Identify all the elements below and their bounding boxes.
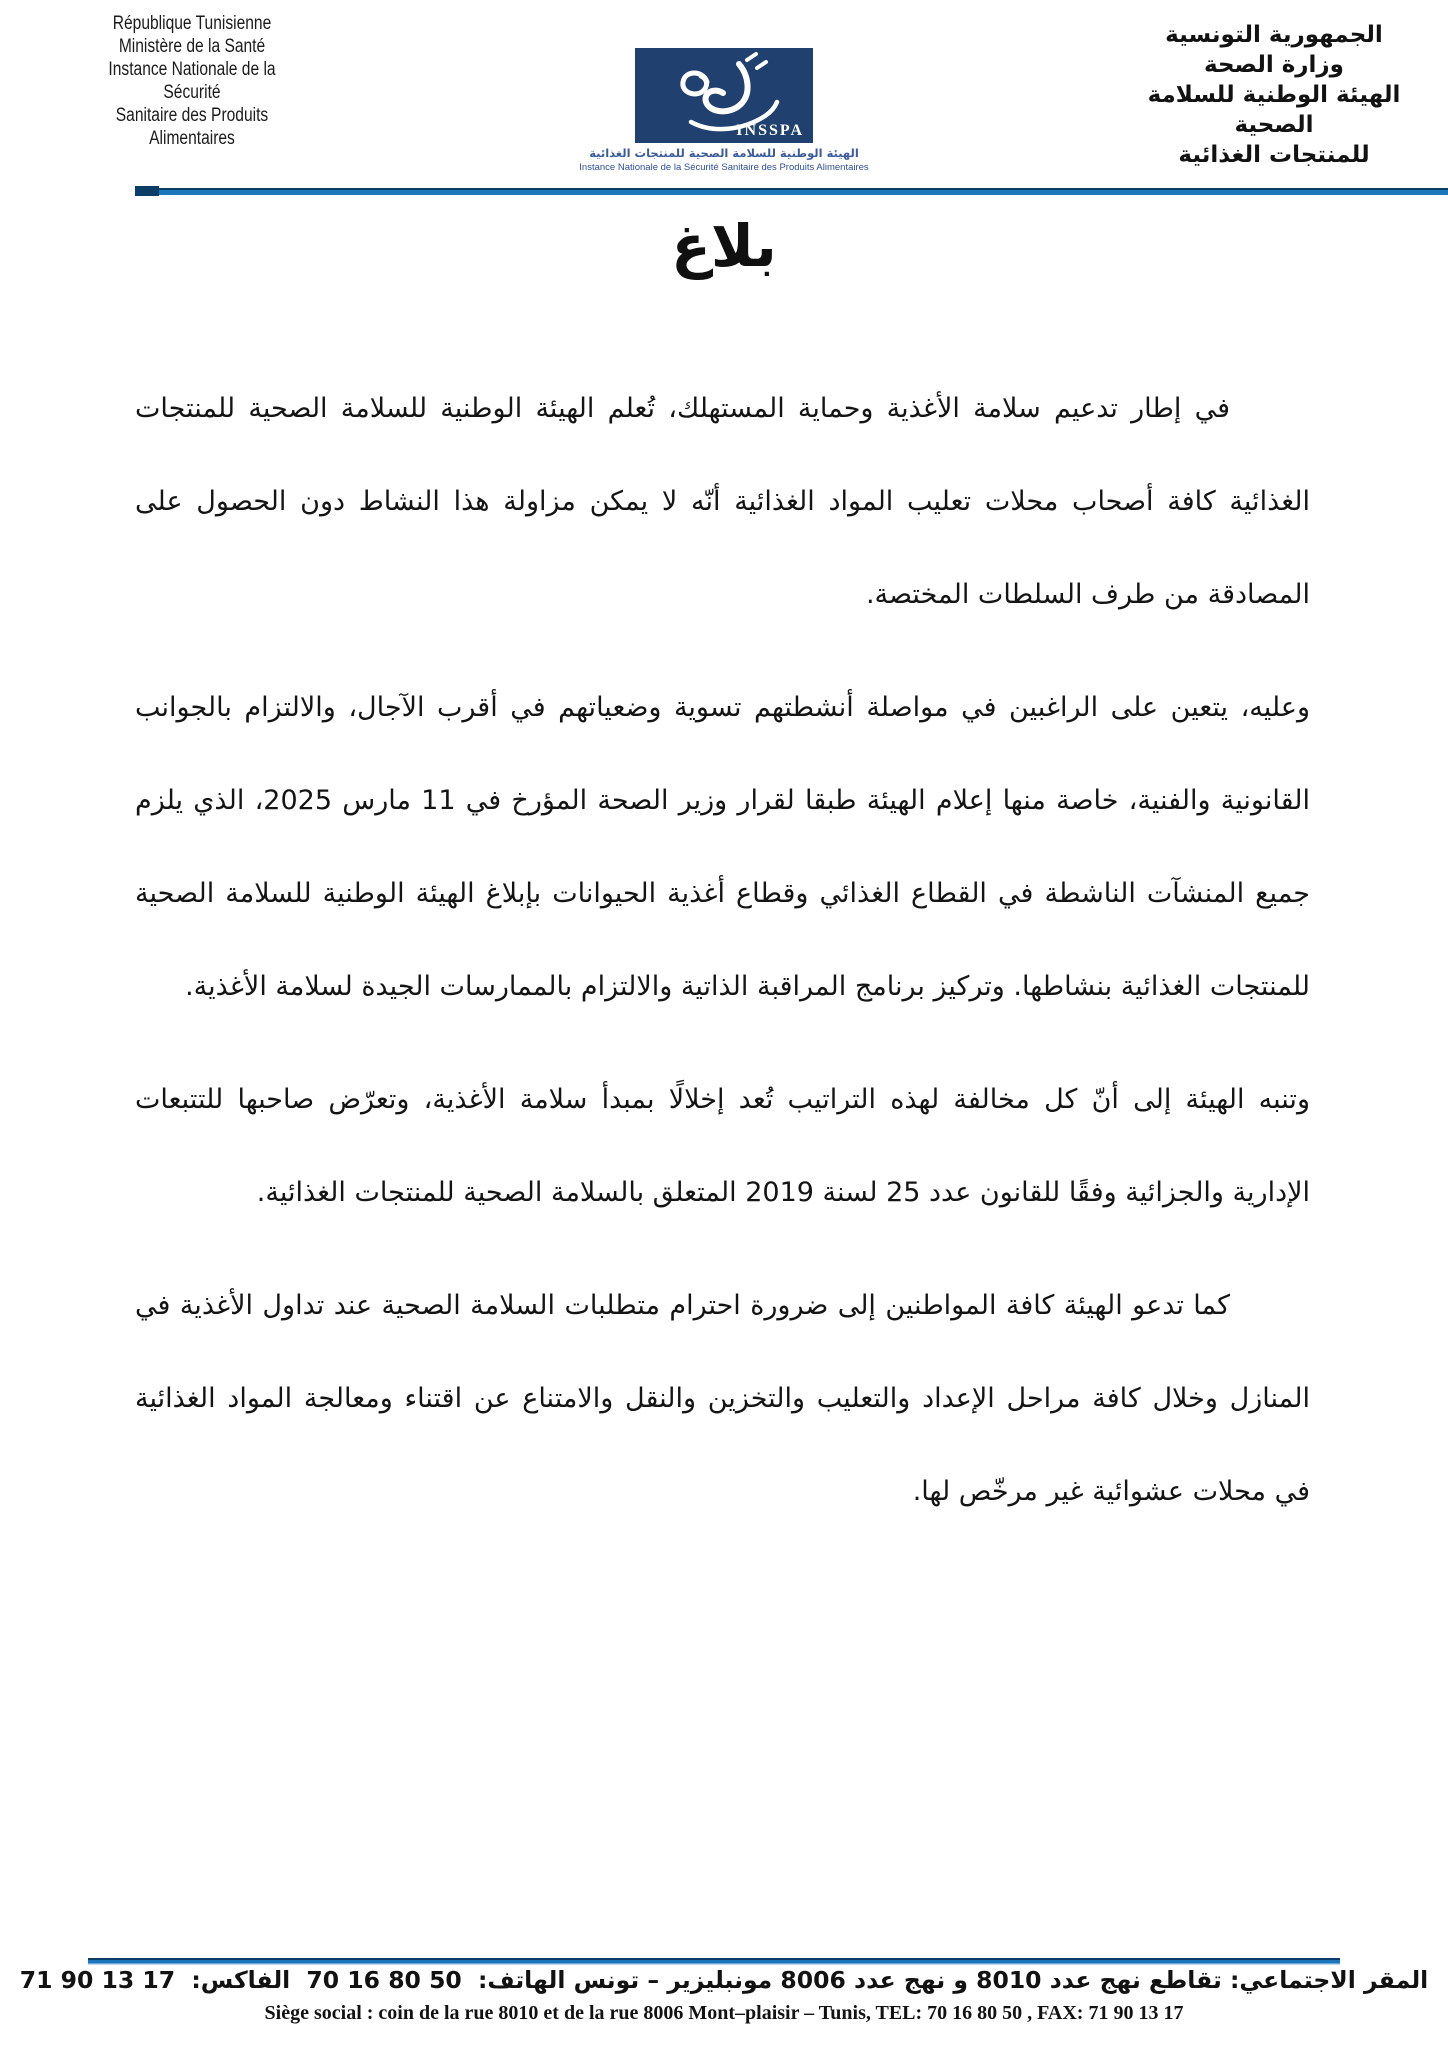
header-line-fr: Sanitaire des Produits Alimentaires: [115, 105, 269, 149]
rule-left-cap: [135, 186, 159, 196]
header-line-ar: للمنتجات الغذائية: [1178, 142, 1370, 168]
footer-separator-rule: [88, 1958, 1340, 1965]
header-line-ar: وزارة الصحة: [1204, 52, 1344, 78]
body-paragraph: كما تدعو الهيئة كافة المواطنين إلى ضرورة احترام متطلبات السلامة الصحية عند تداول الأغذية في المنازل وخلال كافة مراحل الإعداد والتعليب والتخزين والنقل والامتناع عن اقتناء ومعالجة المواد الغذائية في محلات عشوائية غير مرخّص لها.: [135, 1290, 1310, 1507]
footer-phone-number: 70 16 80 50: [306, 1966, 462, 1994]
header-line-fr: Instance Nationale de la Sécurité: [108, 59, 276, 103]
page-title: بلاغ: [671, 212, 777, 280]
header-separator-rule: [135, 188, 1448, 195]
insspa-logo: [635, 48, 813, 143]
header-line-fr: Ministère de la Santé: [118, 36, 266, 57]
header-line-ar: الجمهورية التونسية: [1165, 22, 1383, 48]
body-paragraph: في إطار تدعيم سلامة الأغذية وحماية المستهلك، تُعلم الهيئة الوطنية للسلامة الصحية للمنتجات الغذائية كافة أصحاب محلات تعليب المواد الغذائية أنّه لا يمكن مزاولة هذا النشاط دون الحصول على المصادقة من طرف السلطات المختصة.: [135, 393, 1310, 610]
footer-address-ar: المقر الاجتماعي: تقاطع نهج عدد 8010 و نهج عدد 8006 مونبليزير – تونس الهاتف:: [477, 1966, 1429, 1994]
insspa-logo-block: [574, 48, 874, 173]
logo-caption-arabic: الهيئة الوطنية للسلامة الصحية للمنتجات الغذائية: [589, 146, 859, 160]
insspa-acronym: INSSPA: [736, 122, 804, 139]
footer-line-french: Siège social : coin de la rue 8010 et de la rue 8006 Mont–plaisir – Tunis, TEL: 70 16 80 50 , FAX: 71 90 13 17: [264, 2002, 1184, 2024]
body-paragraph: وتنبه الهيئة إلى أنّ كل مخالفة لهذه التراتيب تُعد إخلالًا بمبدأ سلامة الأغذية، وتعرّض صاحبها للتتبعات الإدارية والجزائية وفقًا للقانون عدد 25 لسنة 2019 المتعلق بالسلامة الصحية للمنتجات الغذائية.: [135, 1084, 1310, 1208]
footer-line-arabic: [0, 1966, 1448, 1994]
body-paragraph: وعليه، يتعين على الراغبين في مواصلة أنشطتهم تسوية وضعياتهم في أقرب الآجال، والالتزام بالجوانب القانونية والفنية، خاصة منها إعلام الهيئة طبقا لقرار وزير الصحة المؤرخ في 11 مارس 2025، الذي يلزم جميع المنشآت الناشطة في القطاع الغذائي وقطاع أغذية الحيوانات بإبلاغ الهيئة الوطنية للسلامة الصحية للمنتجات الغذائية بنشاطها. وتركيز برنامج المراقبة الذاتية والالتزام بالممارسات الجيدة لسلامة الأغذية.: [135, 692, 1310, 1002]
header-line-fr: République Tunisienne: [112, 13, 272, 34]
footer-fax-number: 71 90 13 17: [19, 1966, 176, 1994]
document-body: [135, 362, 1310, 1558]
header-french-block: [85, 12, 298, 150]
footer-fax-label: الفاكس:: [191, 1966, 291, 1994]
logo-caption-french: Instance Nationale de la Sécurité Sanitaire des Produits Alimentaires: [579, 162, 869, 173]
header-arabic-block: [1114, 20, 1434, 170]
header-line-ar: الهيئة الوطنية للسلامة الصحية: [1147, 82, 1401, 138]
